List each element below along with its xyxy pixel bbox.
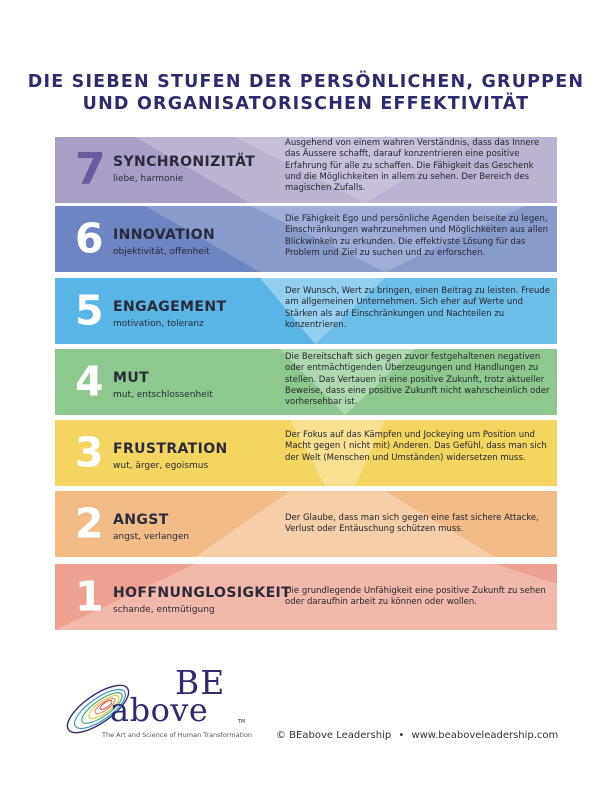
level-traits: motivation, toleranz [113,319,204,329]
level-band-3 [55,420,557,486]
logo-word-above: above [110,691,209,729]
level-name: MUT [113,370,150,386]
level-band-4 [55,349,557,415]
logo-trademark: TM [238,719,246,725]
page-title-line-2: UND ORGANISATORISCHEN EFFEKTIVITÄT [82,94,530,114]
level-traits: wut, ärger, egoismus [113,461,209,471]
level-description: Die Fähigkeit Ego und persönliche Agenden beiseite zu legen, Einschränkungen wahrzunehmen und Möglichkeiten aus allen Blickwinkeln zu erkunden. Die effektivste Lösung für das Problem und Ziel zu suchen und zu erforschen. [285,214,549,258]
level-name: SYNCHRONIZITÄT [113,154,256,170]
level-band-5 [55,278,557,344]
level-number: 3 [75,428,104,477]
level-number: 2 [75,499,104,548]
page-title-line-1: DIE SIEBEN STUFEN DER PERSÖNLICHEN, GRUPPEN [27,72,585,92]
level-name: FRUSTRATION [113,441,228,457]
level-number: 6 [75,214,104,263]
level-name: ANGST [113,512,169,528]
level-traits: mut, entschlossenheit [113,390,213,400]
footer-copyright: © BEabove Leadership [276,730,392,741]
level-traits: liebe, harmonie [113,174,184,184]
footer [276,730,558,741]
level-number: 4 [75,357,104,406]
level-number: 7 [75,144,106,195]
level-band-7 [55,137,557,203]
logo-word-be: BE [175,663,226,702]
level-description: Die grundlegende Unfähigkeit eine positive Zukunft zu sehen oder daraufhin arbeit zu können oder wollen. [285,586,546,608]
level-description: Ausgehend von einem wahren Verständnis, dass das Innere das Äussere schafft, darauf konzentrieren eine positive Erfahrung für alle zu schaffen. Die Fähigkeit das Geschenk und die Möglichkeiten in allem zu sehen. Der Bereich des magischen Zufalls. [285,138,540,194]
level-description: Der Wunsch, Wert zu bringen, einen Beitrag zu leisten. Freude am allgemeinen Unternehmen. Sich eher auf Werte und Stärken als auf Einschränkungen und Nachteilen zu konzentrieren. [285,286,550,330]
level-description: Der Glaube, dass man sich gegen eine fast sichere Attacke, Verlust oder Entäuschung schützen muss. [285,513,539,535]
logo-tagline: The Art and Science of Human Transformation [102,731,253,739]
level-name: HOFFNUNGLOSIGKEIT [113,585,292,601]
level-traits: objektivität, offenheit [113,247,210,257]
level-description: Die Bereitschaft sich gegen zuvor festgehaltenen negativen oder entmächtigenden Überzeugungen und Handlungen zu stellen. Das Vertauen in eine positive Zukunft, trotz aktueller Beweise, dass eine positive Zukunft nicht wahrscheinlich oder vorhersehbar ist. [285,352,550,408]
level-name: ENGAGEMENT [113,299,227,315]
level-number: 5 [75,286,104,335]
footer-separator: • [398,730,405,741]
footer-website-link[interactable]: www.beaboveleadership.com [411,730,559,741]
level-number: 1 [75,572,104,621]
level-band-6 [55,206,557,272]
level-name: INNOVATION [113,227,216,243]
level-traits: angst, verlangen [113,532,190,542]
level-traits: schande, entmütigung [113,605,215,615]
level-band-1 [55,564,557,630]
beabove-logo [58,663,253,745]
level-band-2 [55,491,557,557]
level-description: Der Fokus auf das Kämpfen und Jockeying um Position und Macht gegen ( nicht mit) Anderen. Das Gefühl, dass man sich der Welt (Menschen und Umständen) widersetzen muss. [285,430,547,463]
